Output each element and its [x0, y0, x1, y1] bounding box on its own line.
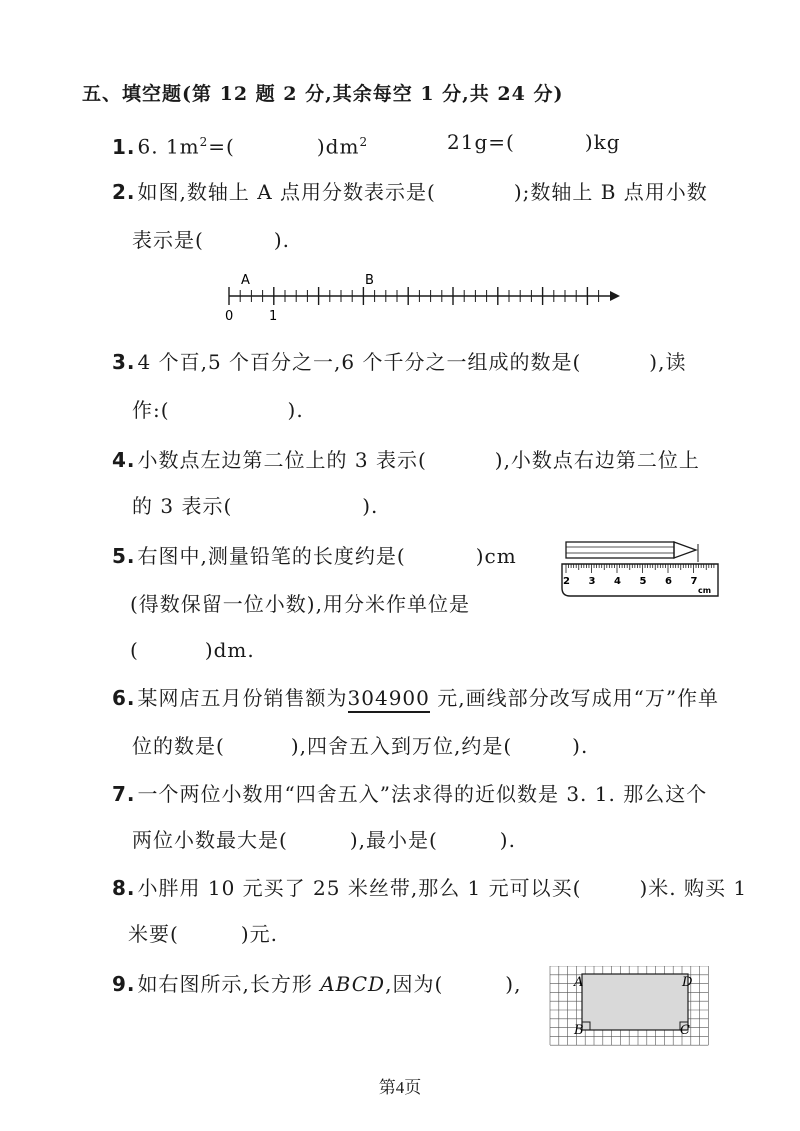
q7-text: 两位小数最大是( — [132, 828, 288, 852]
q1-right-text: 21g=( — [447, 130, 515, 154]
vertex-c-label: C — [680, 1023, 690, 1038]
page-number: 第4页 — [378, 1078, 422, 1097]
rectangle-abcd — [582, 974, 688, 1030]
q9-text: ,因为( — [385, 972, 444, 996]
q3-text: ). — [287, 398, 304, 422]
rectangle-name: ABCD — [320, 972, 386, 996]
question-6 — [112, 684, 719, 712]
question-4 — [112, 446, 700, 474]
question-number: 4. — [112, 448, 136, 472]
question-3 — [112, 348, 686, 376]
question-9 — [112, 970, 521, 998]
q5-text: )dm. — [204, 638, 255, 662]
q1-left-close: )dm — [316, 134, 360, 159]
grid-rectangle-diagram — [546, 966, 716, 1048]
q7-text: 一个两位小数用“四舍五入”法求得的近似数是 3. 1. 那么这个 — [137, 782, 708, 806]
tick-label-1: 1 — [269, 309, 278, 324]
ruler-unit: cm — [698, 586, 712, 595]
q5-text: ( — [130, 638, 139, 662]
q8-text: )元. — [240, 922, 278, 946]
q8-text: 米要( — [128, 922, 179, 946]
point-a-label: A — [241, 273, 250, 288]
q1-right-close: )kg — [584, 130, 621, 154]
q4-text: ). — [362, 494, 379, 518]
q4-text: ),小数点右边第二位上 — [494, 448, 700, 472]
q3-text: ),读 — [649, 350, 687, 374]
q2-text: );数轴上 B 点用小数 — [513, 180, 708, 204]
question-5-line3 — [130, 636, 255, 664]
q6-text: 元,画线部分改写成用“万”作单 — [429, 686, 720, 710]
ruler-tick-label: 5 — [639, 576, 647, 587]
q2-text: 如图,数轴上 A 点用分数表示是( — [137, 180, 436, 204]
question-5 — [112, 542, 517, 570]
tick-label-0: 0 — [225, 309, 234, 324]
question-number: 9. — [112, 972, 136, 996]
section-title: 五、填空题(第 12 题 2 分,其余每空 1 分,共 24 分) — [82, 83, 564, 105]
question-1-right — [447, 128, 621, 156]
vertex-a-label: A — [574, 975, 584, 990]
q7-text: ),最小是( — [349, 828, 438, 852]
question-number: 5. — [112, 544, 136, 568]
q3-text: 作:( — [132, 398, 170, 422]
q9-text: ), — [505, 972, 522, 996]
question-number: 2. — [112, 180, 136, 204]
q6-text: 位的数是( — [132, 734, 225, 758]
question-number: 3. — [112, 350, 136, 374]
ruler-pencil-diagram — [558, 538, 726, 604]
q1-left-unit-sup: 2 — [359, 135, 369, 149]
q4-text: 小数点左边第二位上的 3 表示( — [137, 448, 427, 472]
underlined-number: 304900 — [348, 686, 430, 713]
question-8 — [112, 874, 747, 902]
question-1 — [112, 128, 368, 161]
q8-text: )米. 购买 1 — [639, 876, 748, 900]
q6-text: ),四舍五入到万位,约是( — [290, 734, 513, 758]
question-7-line2 — [132, 826, 516, 854]
ruler-tick-label: 2 — [563, 576, 570, 587]
question-3-line2 — [132, 396, 304, 424]
question-2 — [112, 178, 708, 206]
ruler-tick-label: 7 — [690, 576, 698, 587]
ruler-labels — [563, 576, 698, 587]
question-number: 1. — [112, 134, 136, 159]
q6-text: ). — [572, 734, 589, 758]
q2-text: 表示是( — [132, 228, 204, 252]
ruler-tick-label: 4 — [614, 576, 621, 587]
question-number: 7. — [112, 782, 136, 806]
question-7 — [112, 780, 707, 808]
ruler-tick-label: 6 — [665, 576, 672, 587]
vertex-d-label: D — [682, 975, 693, 990]
point-b-label: B — [365, 273, 374, 288]
number-line-diagram — [215, 268, 625, 324]
question-4-line2 — [132, 492, 378, 520]
question-number: 6. — [112, 686, 136, 710]
q1-left-eq: =( — [208, 134, 235, 159]
question-2-line2 — [132, 226, 290, 254]
q4-text: 的 3 表示( — [132, 494, 233, 518]
arrow-right-icon — [610, 291, 620, 301]
q8-text: 小胖用 10 元买了 25 米丝带,那么 1 元可以买( — [137, 876, 582, 900]
question-6-line2 — [132, 732, 588, 760]
pencil-icon — [566, 542, 674, 558]
q5-text: )cm — [475, 544, 517, 568]
question-number: 8. — [112, 876, 136, 900]
question-5-line2: (得数保留一位小数),用分米作单位是 — [130, 592, 470, 616]
vertex-b-label: B — [574, 1023, 584, 1038]
q1-left-text: 6. 1m — [137, 134, 200, 159]
q1-left-sup: 2 — [199, 135, 209, 149]
q2-text: ). — [273, 228, 290, 252]
q3-text: 4 个百,5 个百分之一,6 个千分之一组成的数是( — [137, 350, 582, 374]
question-8-line2 — [128, 920, 278, 948]
q9-text: 如右图所示,长方形 — [137, 972, 321, 996]
ruler-ticks — [566, 564, 714, 573]
q7-text: ). — [499, 828, 516, 852]
q5-text: 右图中,测量铅笔的长度约是( — [137, 544, 406, 568]
q6-text: 某网店五月份销售额为 — [137, 686, 348, 710]
ruler-tick-label: 3 — [588, 576, 596, 587]
